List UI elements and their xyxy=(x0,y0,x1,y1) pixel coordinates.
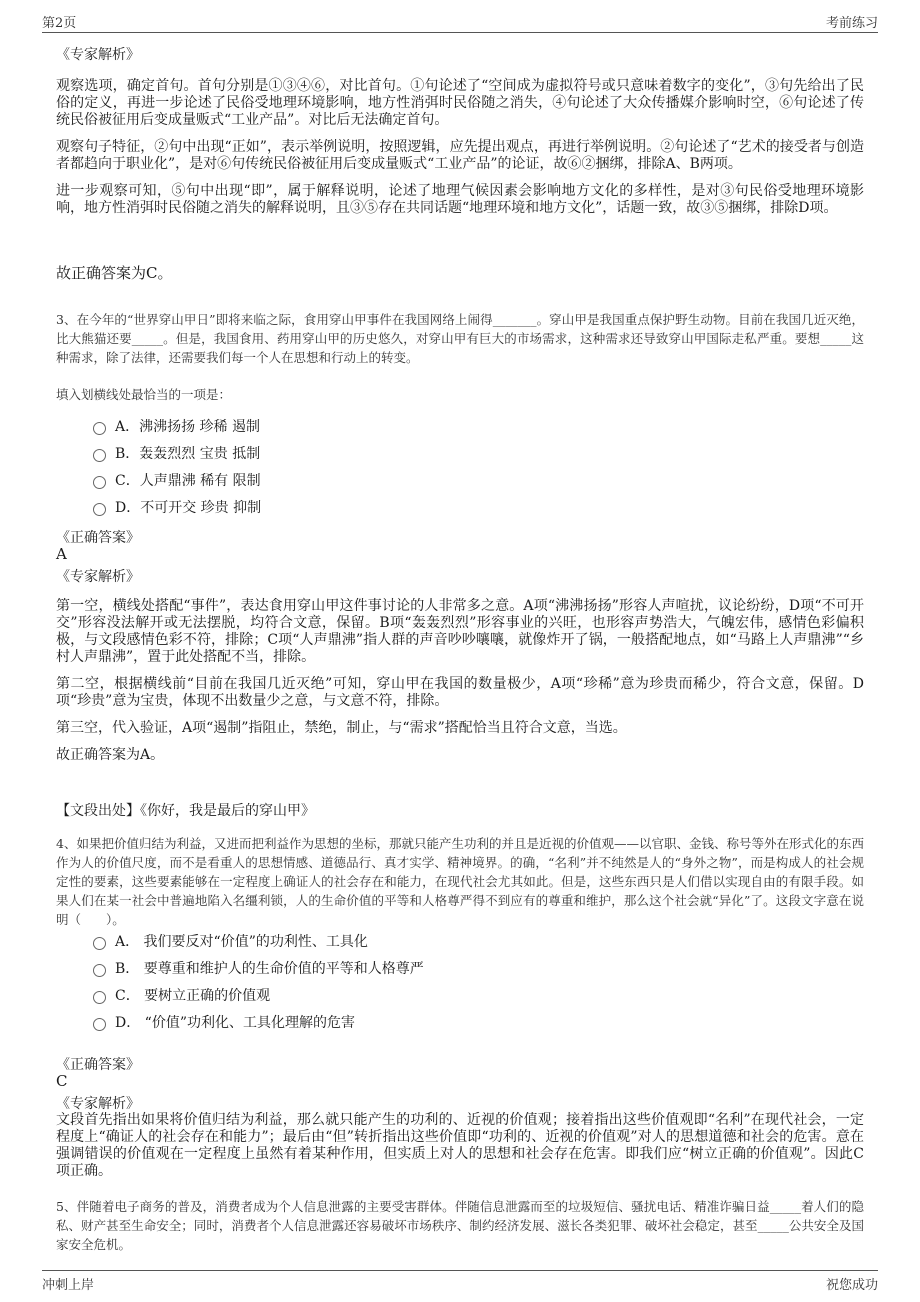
q3-analysis-p3: 第三空，代入验证，A项“遏制”指阻止，禁绝，制止，与“需求”搭配恰当且符合文意，当选。 xyxy=(56,720,627,736)
q2-analysis-p1: 观察选项，确定首句。首句分别是①③④⑥，对比首句。①句论述了“空间成为虚拟符号或只意味着数字的变化”，③句先给出了民俗的定义，再进一步论述了民俗受地理环境影响，地方性消弭时民俗随之消失，④句论述了大众传播媒介影响时空，⑥句论述了传统民俗被征用后变成量贩式“工业产品”。对比后无法确定首句。 xyxy=(56,78,864,128)
q3-analysis-p1: 第一空，横线处搭配“事件”，表达食用穿山甲这件事讨论的人非常多之意。A项“沸沸扬扬”形容人声喧扰，议论纷纷，D项“不可开交”形容没法解开或无法摆脱，均符合文意，保留。B项“轰轰烈烈”形容事业的兴旺，也形容声势浩大，气魄宏伟，感情色彩偏积极，与文段感情色彩不符，排除；C项“人声鼎沸”指人群的声音吵吵嚷嚷，就像炸开了锅，一般搭配地点，如“马路上人声鼎沸”“乡村人声鼎沸”，置于此处搭配不当，排除。 xyxy=(56,598,864,665)
footer-left: 冲刺上岸 xyxy=(42,1278,95,1293)
header-title: 考前练习 xyxy=(825,16,878,31)
q2-analysis-p3: 进一步观察可知，⑤句中出现“即”，属于解释说明，论述了地理气候因素会影响地方文化的多样性，是对③句民俗受地理环境影响，地方性消弭时民俗随之消失的解释说明，且③⑤存在共同话题“地理环境和地方文化”，话题一致，故③⑤捆绑，排除D项。 xyxy=(56,183,864,216)
correct-answer-label: 《正确答案》 xyxy=(56,1057,140,1073)
radio-icon[interactable] xyxy=(93,422,106,435)
q4-answer: C xyxy=(56,1072,68,1090)
radio-icon[interactable] xyxy=(93,449,106,462)
correct-answer-label: 《正确答案》 xyxy=(56,530,140,546)
q4-analysis: 文段首先指出如果将价值归结为利益，那么就只能产生的功利的、近视的价值观；接着指出这些价值观即“名利”在现代社会，一定程度上“确证人的社会存在和能力”；最后由“但”转折指出这些价值即“功利的、近视的价值观”对人的思想道德和社会的危害。意在强调错误的价值观在一定程度上虽然有着某种作用，但实质上对人的思想和社会存在危害。即我们应“树立正确的价值观”。因此C项正确。 xyxy=(56,1112,864,1179)
q3-stem: 3、在今年的“世界穿山甲日”即将来临之际，食用穿山甲事件在我国网络上闹得_______。穿山甲是我国重点保护野生动物。目前在我国几近灭绝，比大熊猫还要_____。但是，我国食用、药用穿山甲的历史悠久，对穿山甲有巨大的市场需求，这种需求还导致穿山甲国际走私严重。要想_____这种需求，除了法律，还需要我们每一个人在思想和行动上的转变。 xyxy=(56,312,864,365)
q2-analysis-p2: 观察句子特征，②句中出现“正如”，表示举例说明，按照逻辑，应先提出观点，再进行举例说明。②句论述了“艺术的接受者与创造者都趋向于职业化”，是对⑥句传统民俗被征用后变成量贩式“工业产品”的论证，故⑥②捆绑，排除A、B两项。 xyxy=(56,139,864,172)
radio-icon[interactable] xyxy=(93,476,106,489)
q3-analysis xyxy=(56,598,864,774)
analysis-label: 《专家解析》 xyxy=(56,569,140,585)
q3-answer: A xyxy=(56,545,67,563)
q2-conclusion: 故正确答案为C。 xyxy=(56,264,173,282)
q4-stem: 4、如果把价值归结为利益，又进而把利益作为思想的坐标，那就只能产生功利的并且是近视的价值观——以官职、金钱、称号等外在形式化的东西作为人的价值尺度，而不是看重人的思想情感、道德品行、真才实学、精神境界。的确，“名利”并不纯然是人的“身外之物”，而是构成人的社会规定性的要素，这些要素能够在一定程度上确证人的社会存在和能力，在现代社会尤其如此。但是，这些东西只是人们借以实现自由的有限手段。如果人们在某一社会中普遍地陷入名缰利锁，人的生命价值的平等和人格尊严得不到应有的尊重和维护，那么这个社会就“异化”了。这段文字意在说明（ ）。 xyxy=(56,836,864,927)
page-footer xyxy=(42,1270,878,1293)
q4-option-a[interactable]: A． 我们要反对“价值”的功利性、工具化 xyxy=(93,931,368,951)
analysis-label: 《专家解析》 xyxy=(56,1096,140,1112)
radio-icon[interactable] xyxy=(93,937,106,950)
q3-analysis-p4: 故正确答案为A。 xyxy=(56,747,165,763)
q4-option-c[interactable]: C． 要树立正确的价值观 xyxy=(93,985,270,1005)
page-number: 第2页 xyxy=(42,16,77,31)
radio-icon[interactable] xyxy=(93,1018,106,1031)
q4-option-d[interactable]: D． “价值”功利化、工具化理解的危害 xyxy=(93,1012,355,1032)
radio-icon[interactable] xyxy=(93,991,106,1004)
page-header xyxy=(42,10,878,33)
q3-option-b[interactable]: B．轰轰烈烈 宝贵 抵制 xyxy=(93,443,260,463)
q3-option-a[interactable]: A．沸沸扬扬 珍稀 遏制 xyxy=(93,416,260,436)
q3-instruction: 填入划横线处最恰当的一项是： xyxy=(56,387,232,402)
footer-right: 祝您成功 xyxy=(825,1278,878,1293)
analysis-label: 《专家解析》 xyxy=(56,47,140,63)
q2-analysis xyxy=(56,78,864,227)
q4-option-b[interactable]: B． 要尊重和维护人的生命价值的平等和人格尊严 xyxy=(93,958,424,978)
q3-analysis-p2: 第二空，根据横线前“目前在我国几近灭绝”可知，穿山甲在我国的数量极少，A项“珍稀”意为珍贵而稀少，符合文意，保留。D项“珍贵”意为宝贵，体现不出数量少之意，与文意不符，排除。 xyxy=(56,676,864,709)
q5-stem: 5、伴随着电子商务的普及，消费者成为个人信息泄露的主要受害群体。伴随信息泄露而至的垃圾短信、骚扰电话、精准诈骗日益_____着人们的隐私、财产甚至生命安全；同时，消费者个人信息泄露还容易破坏市场秩序、制约经济发展、滋长各类犯罪、破坏社会稳定，甚至_____公共安全及国家安全危机。 xyxy=(56,1199,864,1252)
radio-icon[interactable] xyxy=(93,964,106,977)
radio-icon[interactable] xyxy=(93,503,106,516)
q3-option-d[interactable]: D．不可开交 珍贵 抑制 xyxy=(93,497,261,517)
q3-source: 【文段出处】《你好，我是最后的穿山甲》 xyxy=(56,803,315,819)
q3-option-c[interactable]: C．人声鼎沸 稀有 限制 xyxy=(93,470,261,490)
